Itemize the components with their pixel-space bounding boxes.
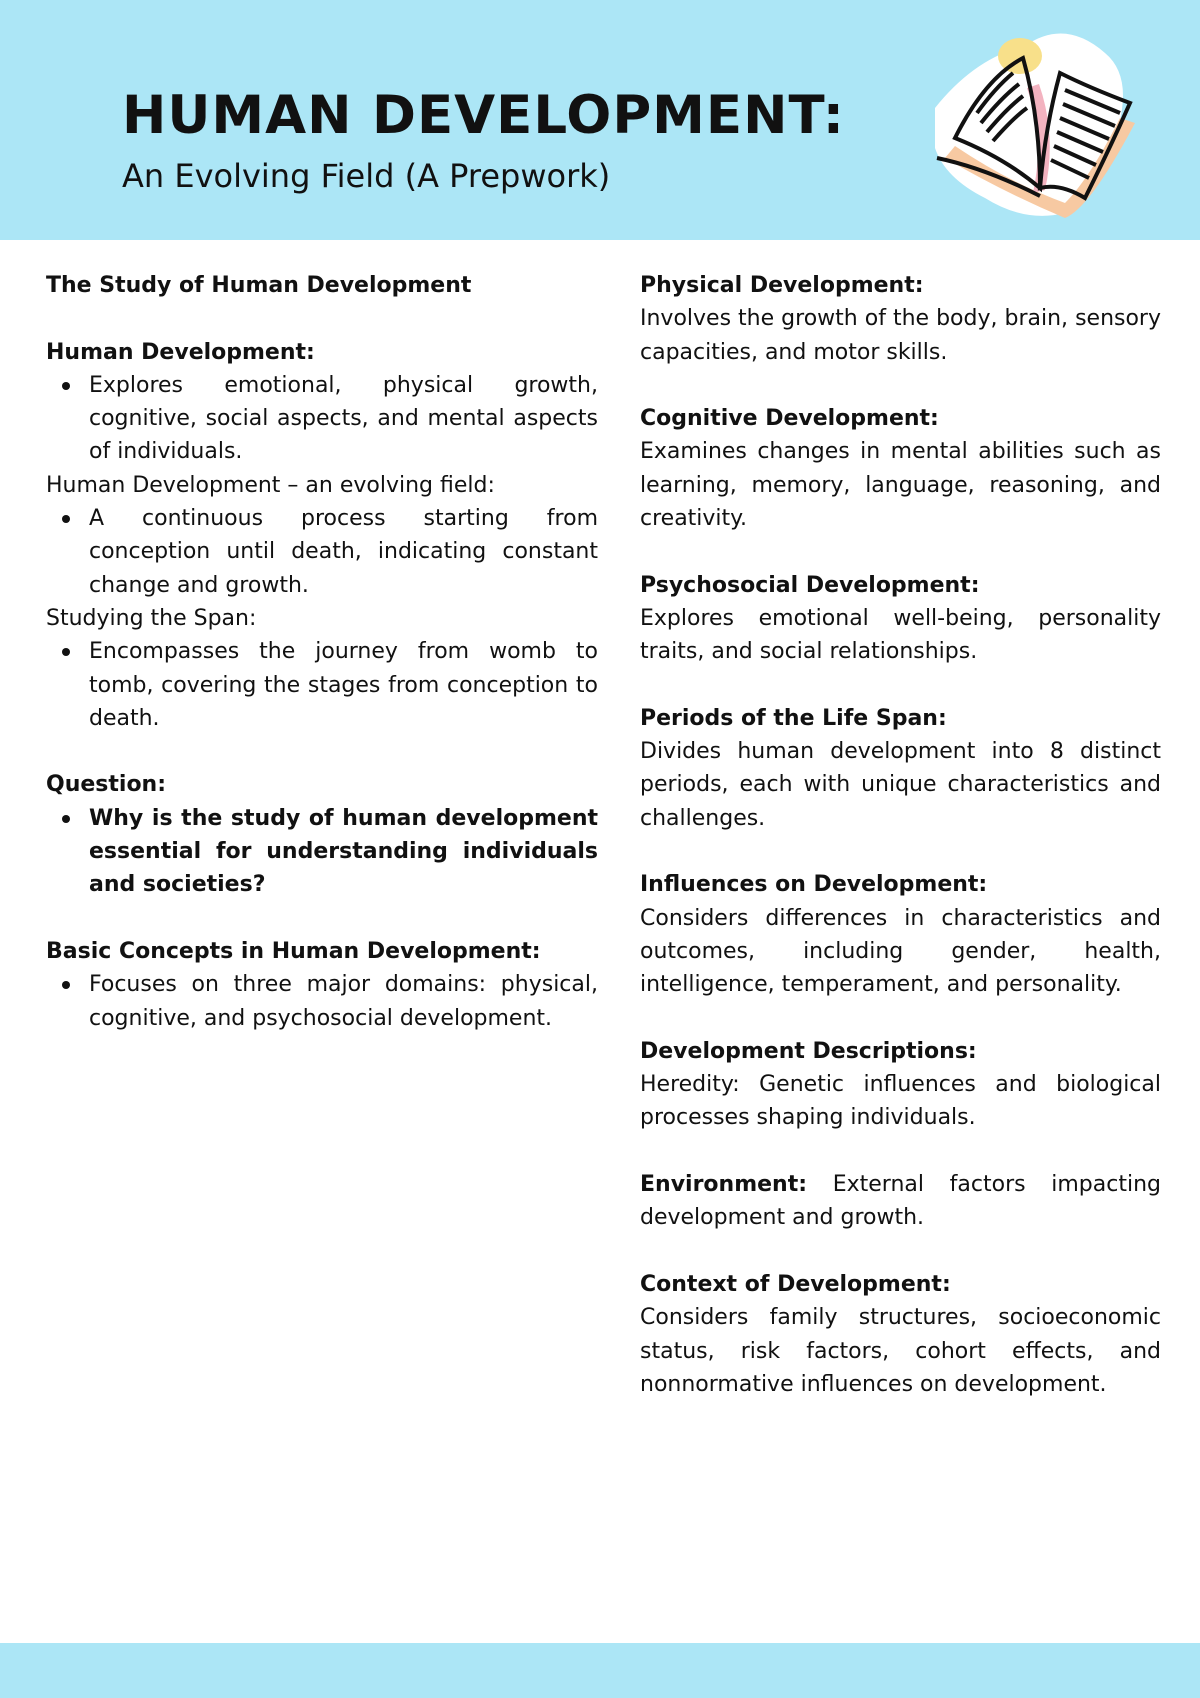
spacer bbox=[46, 735, 598, 768]
list-item: Focuses on three major domains: physical, cognitive, and psychosocial development. bbox=[46, 968, 598, 1035]
spacer bbox=[640, 835, 1161, 868]
environment-label: Environment: bbox=[640, 1172, 808, 1198]
life-span-periods-text: Divides human development into 8 distinct periods, each with unique characteristics and challenges. bbox=[640, 739, 1161, 831]
context-heading: Context of Development: bbox=[640, 1271, 951, 1297]
human-development-list bbox=[46, 369, 598, 469]
psychosocial-development-text: Explores emotional well-being, personality traits, and social relationships. bbox=[640, 605, 1161, 665]
question-heading: Question: bbox=[46, 772, 167, 798]
footer-band bbox=[0, 1643, 1200, 1698]
development-descriptions-heading: Development Descriptions: bbox=[640, 1038, 977, 1064]
studying-span-list bbox=[46, 635, 598, 735]
right-column bbox=[640, 269, 1161, 1401]
spacer bbox=[640, 1002, 1161, 1035]
basic-concepts-heading: Basic Concepts in Human Development: bbox=[46, 938, 541, 964]
development-descriptions-text: Heredity: Genetic influences and biological processes shaping individuals. bbox=[640, 1072, 1161, 1131]
question-item: Why is the study of human development essential for understanding individuals and societies? bbox=[46, 802, 598, 902]
life-span-periods-heading: Periods of the Life Span: bbox=[640, 705, 947, 731]
section-title: The Study of Human Development bbox=[46, 273, 472, 298]
physical-development-heading: Physical Development: bbox=[640, 273, 924, 298]
studying-span-label: Studying the Span: bbox=[46, 605, 257, 631]
spacer bbox=[46, 902, 598, 935]
spacer bbox=[640, 535, 1161, 568]
open-book-icon bbox=[915, 18, 1140, 228]
page-title: HUMAN DEVELOPMENT: bbox=[122, 85, 845, 146]
spacer bbox=[640, 669, 1161, 702]
cognitive-development-text: Examines changes in mental abilities such as learning, memory, language, reasoning, and creativity. bbox=[640, 439, 1161, 532]
environment-text: External factors impacting development and growth. bbox=[640, 1172, 1161, 1231]
spacer bbox=[640, 1135, 1161, 1168]
basic-concepts-list bbox=[46, 968, 598, 1035]
question-list bbox=[46, 802, 598, 902]
list-item: Encompasses the journey from womb to tomb, covering the stages from conception to death. bbox=[46, 635, 598, 735]
evolving-field-label: Human Development – an evolving field: bbox=[46, 472, 495, 498]
influences-text: Considers differences in characteristics and outcomes, including gender, health, intelligence, temperament, and personality. bbox=[640, 905, 1161, 998]
spacer bbox=[640, 369, 1161, 402]
spacer bbox=[640, 1235, 1161, 1268]
evolving-field-list bbox=[46, 502, 598, 602]
influences-heading: Influences on Development: bbox=[640, 872, 988, 898]
spacer bbox=[46, 302, 598, 335]
list-item: A continuous process starting from conception until death, indicating constant change and growth. bbox=[46, 502, 598, 602]
cognitive-development-heading: Cognitive Development: bbox=[640, 406, 939, 432]
context-text: Considers family structures, socioeconomic status, risk factors, cohort effects, and nonnormative influences on development. bbox=[640, 1305, 1161, 1397]
list-item: Explores emotional, physical growth, cognitive, social aspects, and mental aspects of individuals. bbox=[46, 369, 598, 469]
human-development-heading: Human Development: bbox=[46, 339, 315, 365]
physical-development-text: Involves the growth of the body, brain, sensory capacities, and motor skills. bbox=[640, 306, 1161, 365]
page-subtitle: An Evolving Field (A Prepwork) bbox=[122, 157, 611, 195]
psychosocial-development-heading: Psychosocial Development: bbox=[640, 572, 980, 598]
environment-paragraph bbox=[640, 1168, 1161, 1235]
left-column bbox=[46, 269, 598, 1035]
